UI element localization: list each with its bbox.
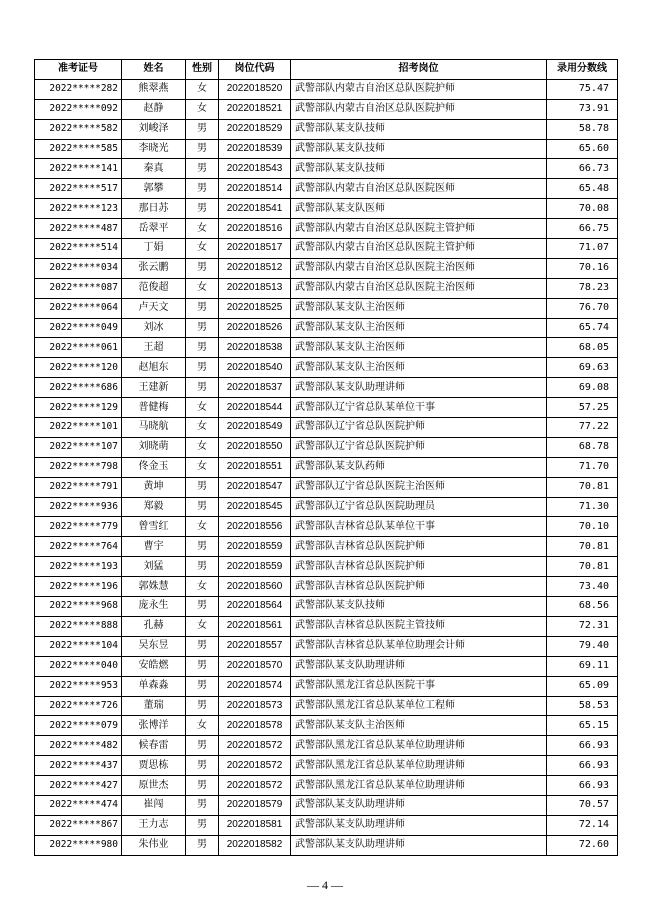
exam-id-cell: 2022*****517 [35, 179, 122, 199]
sex-cell: 男 [186, 258, 219, 278]
name-cell: 佟金玉 [122, 457, 186, 477]
header-name: 姓名 [122, 60, 186, 80]
post-code-cell: 2022018525 [219, 298, 291, 318]
table-row [35, 338, 618, 358]
score-cell: 71.30 [547, 497, 618, 517]
exam-id-cell: 2022*****582 [35, 119, 122, 139]
table-row [35, 716, 618, 736]
post-cell: 武警部队某支队主治医师 [291, 298, 547, 318]
sex-cell: 男 [186, 497, 219, 517]
table-row [35, 776, 618, 796]
score-cell: 66.75 [547, 219, 618, 239]
name-cell: 单森淼 [122, 676, 186, 696]
name-cell: 黄坤 [122, 477, 186, 497]
post-code-cell: 2022018574 [219, 676, 291, 696]
post-cell: 武警部队某支队助理讲师 [291, 815, 547, 835]
header-score: 录用分数线 [547, 60, 618, 80]
sex-cell: 男 [186, 795, 219, 815]
table-row [35, 497, 618, 517]
score-cell: 71.07 [547, 239, 618, 259]
post-cell: 武警部队黑龙江省总队某单位助理讲师 [291, 756, 547, 776]
exam-id-cell: 2022*****282 [35, 79, 122, 99]
name-cell: 李晓光 [122, 139, 186, 159]
name-cell: 丁娟 [122, 239, 186, 259]
post-code-cell: 2022018557 [219, 636, 291, 656]
post-code-cell: 2022018537 [219, 378, 291, 398]
exam-id-cell: 2022*****474 [35, 795, 122, 815]
exam-id-cell: 2022*****141 [35, 159, 122, 179]
post-cell: 武警部队辽宁省总队某单位干事 [291, 398, 547, 418]
post-code-cell: 2022018547 [219, 477, 291, 497]
name-cell: 岳翠平 [122, 219, 186, 239]
score-cell: 78.23 [547, 278, 618, 298]
post-cell: 武警部队某支队主治医师 [291, 716, 547, 736]
table-row [35, 199, 618, 219]
exam-id-cell: 2022*****514 [35, 239, 122, 259]
name-cell: 曾雪红 [122, 517, 186, 537]
post-code-cell: 2022018572 [219, 736, 291, 756]
exam-id-cell: 2022*****936 [35, 497, 122, 517]
name-cell: 候春雷 [122, 736, 186, 756]
post-cell: 武警部队辽宁省总队医院护师 [291, 437, 547, 457]
exam-id-cell: 2022*****196 [35, 577, 122, 597]
post-code-cell: 2022018539 [219, 139, 291, 159]
score-cell: 70.08 [547, 199, 618, 219]
table-row [35, 597, 618, 617]
sex-cell: 女 [186, 278, 219, 298]
header-post-code: 岗位代码 [219, 60, 291, 80]
sex-cell: 男 [186, 636, 219, 656]
exam-id-cell: 2022*****791 [35, 477, 122, 497]
sex-cell: 女 [186, 79, 219, 99]
score-cell: 65.15 [547, 716, 618, 736]
post-code-cell: 2022018579 [219, 795, 291, 815]
name-cell: 王力志 [122, 815, 186, 835]
post-cell: 武警部队黑龙江省总队某单位助理讲师 [291, 736, 547, 756]
score-cell: 76.70 [547, 298, 618, 318]
post-code-cell: 2022018559 [219, 537, 291, 557]
sex-cell: 男 [186, 119, 219, 139]
sex-cell: 女 [186, 437, 219, 457]
page-number: — 4 — [307, 878, 343, 892]
score-cell: 68.78 [547, 437, 618, 457]
exam-id-cell: 2022*****101 [35, 418, 122, 438]
table-row [35, 278, 618, 298]
table-row [35, 418, 618, 438]
post-code-cell: 2022018513 [219, 278, 291, 298]
score-cell: 70.57 [547, 795, 618, 815]
post-cell: 武警部队某支队助理讲师 [291, 795, 547, 815]
score-cell: 66.73 [547, 159, 618, 179]
sex-cell: 女 [186, 716, 219, 736]
header-sex: 性别 [186, 60, 219, 80]
post-cell: 武警部队某支队助理讲师 [291, 656, 547, 676]
table-row [35, 477, 618, 497]
exam-id-cell: 2022*****107 [35, 437, 122, 457]
exam-id-cell: 2022*****120 [35, 358, 122, 378]
name-cell: 郭攀 [122, 179, 186, 199]
post-cell: 武警部队黑龙江省总队医院干事 [291, 676, 547, 696]
table-row [35, 179, 618, 199]
exam-id-cell: 2022*****129 [35, 398, 122, 418]
score-cell: 69.08 [547, 378, 618, 398]
post-code-cell: 2022018581 [219, 815, 291, 835]
table-row [35, 457, 618, 477]
score-cell: 57.25 [547, 398, 618, 418]
score-cell: 70.81 [547, 537, 618, 557]
score-cell: 70.10 [547, 517, 618, 537]
table-row [35, 557, 618, 577]
sex-cell: 女 [186, 99, 219, 119]
table-row [35, 795, 618, 815]
sex-cell: 男 [186, 676, 219, 696]
sex-cell: 女 [186, 398, 219, 418]
post-code-cell: 2022018572 [219, 756, 291, 776]
exam-id-cell: 2022*****437 [35, 756, 122, 776]
sex-cell: 男 [186, 656, 219, 676]
score-cell: 72.60 [547, 835, 618, 855]
table-row [35, 139, 618, 159]
sex-cell: 女 [186, 577, 219, 597]
score-cell: 65.09 [547, 676, 618, 696]
table-row [35, 119, 618, 139]
post-cell: 武警部队内蒙古自治区总队医院主治医师 [291, 258, 547, 278]
table-row [35, 358, 618, 378]
score-cell: 71.70 [547, 457, 618, 477]
score-cell: 70.81 [547, 557, 618, 577]
post-code-cell: 2022018572 [219, 776, 291, 796]
score-cell: 75.47 [547, 79, 618, 99]
post-cell: 武警部队内蒙古自治区总队医院主管护师 [291, 219, 547, 239]
name-cell: 普健梅 [122, 398, 186, 418]
name-cell: 孔赫 [122, 616, 186, 636]
exam-id-cell: 2022*****049 [35, 318, 122, 338]
post-cell: 武警部队内蒙古自治区总队医院主管护师 [291, 239, 547, 259]
sex-cell: 男 [186, 378, 219, 398]
score-cell: 58.53 [547, 696, 618, 716]
name-cell: 董瑞 [122, 696, 186, 716]
name-cell: 贾思栋 [122, 756, 186, 776]
post-code-cell: 2022018549 [219, 418, 291, 438]
name-cell: 卢天文 [122, 298, 186, 318]
post-cell: 武警部队某支队助理讲师 [291, 835, 547, 855]
post-cell: 武警部队某支队药师 [291, 457, 547, 477]
name-cell: 王超 [122, 338, 186, 358]
results-table [34, 59, 618, 856]
table-row [35, 298, 618, 318]
table-row [35, 517, 618, 537]
post-code-cell: 2022018521 [219, 99, 291, 119]
sex-cell: 男 [186, 756, 219, 776]
post-code-cell: 2022018550 [219, 437, 291, 457]
post-cell: 武警部队某支队技师 [291, 119, 547, 139]
score-cell: 77.22 [547, 418, 618, 438]
name-cell: 安皓燃 [122, 656, 186, 676]
exam-id-cell: 2022*****585 [35, 139, 122, 159]
post-code-cell: 2022018541 [219, 199, 291, 219]
post-cell: 武警部队某支队技师 [291, 139, 547, 159]
sex-cell: 男 [186, 477, 219, 497]
sex-cell: 男 [186, 537, 219, 557]
post-code-cell: 2022018543 [219, 159, 291, 179]
exam-id-cell: 2022*****968 [35, 597, 122, 617]
post-code-cell: 2022018556 [219, 517, 291, 537]
exam-id-cell: 2022*****953 [35, 676, 122, 696]
post-cell: 武警部队吉林省总队医院护师 [291, 557, 547, 577]
name-cell: 马晓航 [122, 418, 186, 438]
score-cell: 79.40 [547, 636, 618, 656]
post-code-cell: 2022018514 [219, 179, 291, 199]
sex-cell: 男 [186, 199, 219, 219]
post-cell: 武警部队内蒙古自治区总队医院护师 [291, 79, 547, 99]
table-row [35, 437, 618, 457]
exam-id-cell: 2022*****061 [35, 338, 122, 358]
name-cell: 赵旭东 [122, 358, 186, 378]
post-code-cell: 2022018560 [219, 577, 291, 597]
post-cell: 武警部队吉林省总队某单位干事 [291, 517, 547, 537]
post-code-cell: 2022018517 [219, 239, 291, 259]
score-cell: 68.05 [547, 338, 618, 358]
sex-cell: 女 [186, 219, 219, 239]
header-post: 招考岗位 [291, 60, 547, 80]
table-row [35, 79, 618, 99]
name-cell: 那日苏 [122, 199, 186, 219]
exam-id-cell: 2022*****798 [35, 457, 122, 477]
sex-cell: 男 [186, 835, 219, 855]
name-cell: 郭姝慧 [122, 577, 186, 597]
sex-cell: 女 [186, 517, 219, 537]
post-cell: 武警部队某支队助理讲师 [291, 378, 547, 398]
exam-id-cell: 2022*****427 [35, 776, 122, 796]
name-cell: 原世杰 [122, 776, 186, 796]
post-code-cell: 2022018538 [219, 338, 291, 358]
post-code-cell: 2022018529 [219, 119, 291, 139]
post-cell: 武警部队辽宁省总队医院助理员 [291, 497, 547, 517]
exam-id-cell: 2022*****686 [35, 378, 122, 398]
sex-cell: 男 [186, 815, 219, 835]
post-code-cell: 2022018561 [219, 616, 291, 636]
score-cell: 66.93 [547, 756, 618, 776]
post-cell: 武警部队吉林省总队某单位助理会计师 [291, 636, 547, 656]
sex-cell: 男 [186, 159, 219, 179]
post-code-cell: 2022018520 [219, 79, 291, 99]
exam-id-cell: 2022*****980 [35, 835, 122, 855]
table-row [35, 537, 618, 557]
post-code-cell: 2022018544 [219, 398, 291, 418]
exam-id-cell: 2022*****104 [35, 636, 122, 656]
sex-cell: 男 [186, 696, 219, 716]
score-cell: 66.93 [547, 736, 618, 756]
sex-cell: 女 [186, 239, 219, 259]
exam-id-cell: 2022*****092 [35, 99, 122, 119]
post-cell: 武警部队某支队医师 [291, 199, 547, 219]
post-cell: 武警部队辽宁省总队医院主治医师 [291, 477, 547, 497]
name-cell: 刘冰 [122, 318, 186, 338]
table-row [35, 577, 618, 597]
score-cell: 73.40 [547, 577, 618, 597]
score-cell: 69.63 [547, 358, 618, 378]
post-cell: 武警部队某支队主治医师 [291, 318, 547, 338]
table-row [35, 835, 618, 855]
post-cell: 武警部队吉林省总队医院主管技师 [291, 616, 547, 636]
table-row [35, 696, 618, 716]
exam-id-cell: 2022*****034 [35, 258, 122, 278]
name-cell: 秦真 [122, 159, 186, 179]
score-cell: 70.81 [547, 477, 618, 497]
name-cell: 张博洋 [122, 716, 186, 736]
post-code-cell: 2022018540 [219, 358, 291, 378]
name-cell: 庞永生 [122, 597, 186, 617]
table-row [35, 398, 618, 418]
name-cell: 崔闯 [122, 795, 186, 815]
sex-cell: 男 [186, 298, 219, 318]
score-cell: 65.74 [547, 318, 618, 338]
exam-id-cell: 2022*****040 [35, 656, 122, 676]
score-cell: 68.56 [547, 597, 618, 617]
score-cell: 58.78 [547, 119, 618, 139]
table-row [35, 219, 618, 239]
post-code-cell: 2022018526 [219, 318, 291, 338]
score-cell: 73.91 [547, 99, 618, 119]
post-cell: 武警部队黑龙江省总队某单位助理讲师 [291, 776, 547, 796]
sex-cell: 女 [186, 457, 219, 477]
table-row [35, 616, 618, 636]
score-cell: 72.14 [547, 815, 618, 835]
exam-id-cell: 2022*****487 [35, 219, 122, 239]
table-row [35, 636, 618, 656]
table-row [35, 99, 618, 119]
table-row [35, 756, 618, 776]
name-cell: 刘晓萌 [122, 437, 186, 457]
name-cell: 张云鹏 [122, 258, 186, 278]
sex-cell: 男 [186, 179, 219, 199]
exam-id-cell: 2022*****482 [35, 736, 122, 756]
exam-id-cell: 2022*****064 [35, 298, 122, 318]
results-table-container [34, 59, 617, 856]
post-cell: 武警部队内蒙古自治区总队医院护师 [291, 99, 547, 119]
exam-id-cell: 2022*****123 [35, 199, 122, 219]
post-code-cell: 2022018551 [219, 457, 291, 477]
post-code-cell: 2022018564 [219, 597, 291, 617]
sex-cell: 男 [186, 318, 219, 338]
score-cell: 72.31 [547, 616, 618, 636]
post-code-cell: 2022018559 [219, 557, 291, 577]
header-exam-id: 准考证号 [35, 60, 122, 80]
name-cell: 曹宇 [122, 537, 186, 557]
score-cell: 69.11 [547, 656, 618, 676]
table-row [35, 815, 618, 835]
table-row [35, 239, 618, 259]
name-cell: 熊翠燕 [122, 79, 186, 99]
score-cell: 70.16 [547, 258, 618, 278]
name-cell: 郑毅 [122, 497, 186, 517]
post-cell: 武警部队某支队主治医师 [291, 358, 547, 378]
sex-cell: 女 [186, 418, 219, 438]
post-cell: 武警部队某支队主治医师 [291, 338, 547, 358]
exam-id-cell: 2022*****193 [35, 557, 122, 577]
exam-id-cell: 2022*****726 [35, 696, 122, 716]
table-row [35, 676, 618, 696]
post-code-cell: 2022018516 [219, 219, 291, 239]
sex-cell: 男 [186, 776, 219, 796]
exam-id-cell: 2022*****087 [35, 278, 122, 298]
table-row [35, 159, 618, 179]
table-row [35, 378, 618, 398]
exam-id-cell: 2022*****867 [35, 815, 122, 835]
name-cell: 王建新 [122, 378, 186, 398]
sex-cell: 男 [186, 139, 219, 159]
name-cell: 吴东昱 [122, 636, 186, 656]
score-cell: 66.93 [547, 776, 618, 796]
name-cell: 范俊超 [122, 278, 186, 298]
sex-cell: 男 [186, 597, 219, 617]
table-header-row [35, 60, 618, 80]
post-code-cell: 2022018570 [219, 656, 291, 676]
name-cell: 朱伟业 [122, 835, 186, 855]
score-cell: 65.60 [547, 139, 618, 159]
exam-id-cell: 2022*****079 [35, 716, 122, 736]
post-cell: 武警部队吉林省总队医院护师 [291, 537, 547, 557]
post-code-cell: 2022018578 [219, 716, 291, 736]
post-cell: 武警部队内蒙古自治区总队医院医师 [291, 179, 547, 199]
post-cell: 武警部队内蒙古自治区总队医院主治医师 [291, 278, 547, 298]
exam-id-cell: 2022*****888 [35, 616, 122, 636]
table-row [35, 656, 618, 676]
name-cell: 刘猛 [122, 557, 186, 577]
sex-cell: 男 [186, 736, 219, 756]
table-row [35, 318, 618, 338]
post-code-cell: 2022018573 [219, 696, 291, 716]
post-cell: 武警部队某支队技师 [291, 597, 547, 617]
post-cell: 武警部队辽宁省总队医院护师 [291, 418, 547, 438]
name-cell: 刘峻泽 [122, 119, 186, 139]
score-cell: 65.48 [547, 179, 618, 199]
post-cell: 武警部队某支队技师 [291, 159, 547, 179]
post-code-cell: 2022018545 [219, 497, 291, 517]
exam-id-cell: 2022*****779 [35, 517, 122, 537]
sex-cell: 男 [186, 358, 219, 378]
name-cell: 赵静 [122, 99, 186, 119]
table-row [35, 258, 618, 278]
sex-cell: 男 [186, 338, 219, 358]
post-cell: 武警部队吉林省总队医院护师 [291, 577, 547, 597]
sex-cell: 女 [186, 616, 219, 636]
exam-id-cell: 2022*****764 [35, 537, 122, 557]
post-cell: 武警部队黑龙江省总队某单位工程师 [291, 696, 547, 716]
sex-cell: 男 [186, 557, 219, 577]
post-code-cell: 2022018512 [219, 258, 291, 278]
post-code-cell: 2022018582 [219, 835, 291, 855]
table-row [35, 736, 618, 756]
